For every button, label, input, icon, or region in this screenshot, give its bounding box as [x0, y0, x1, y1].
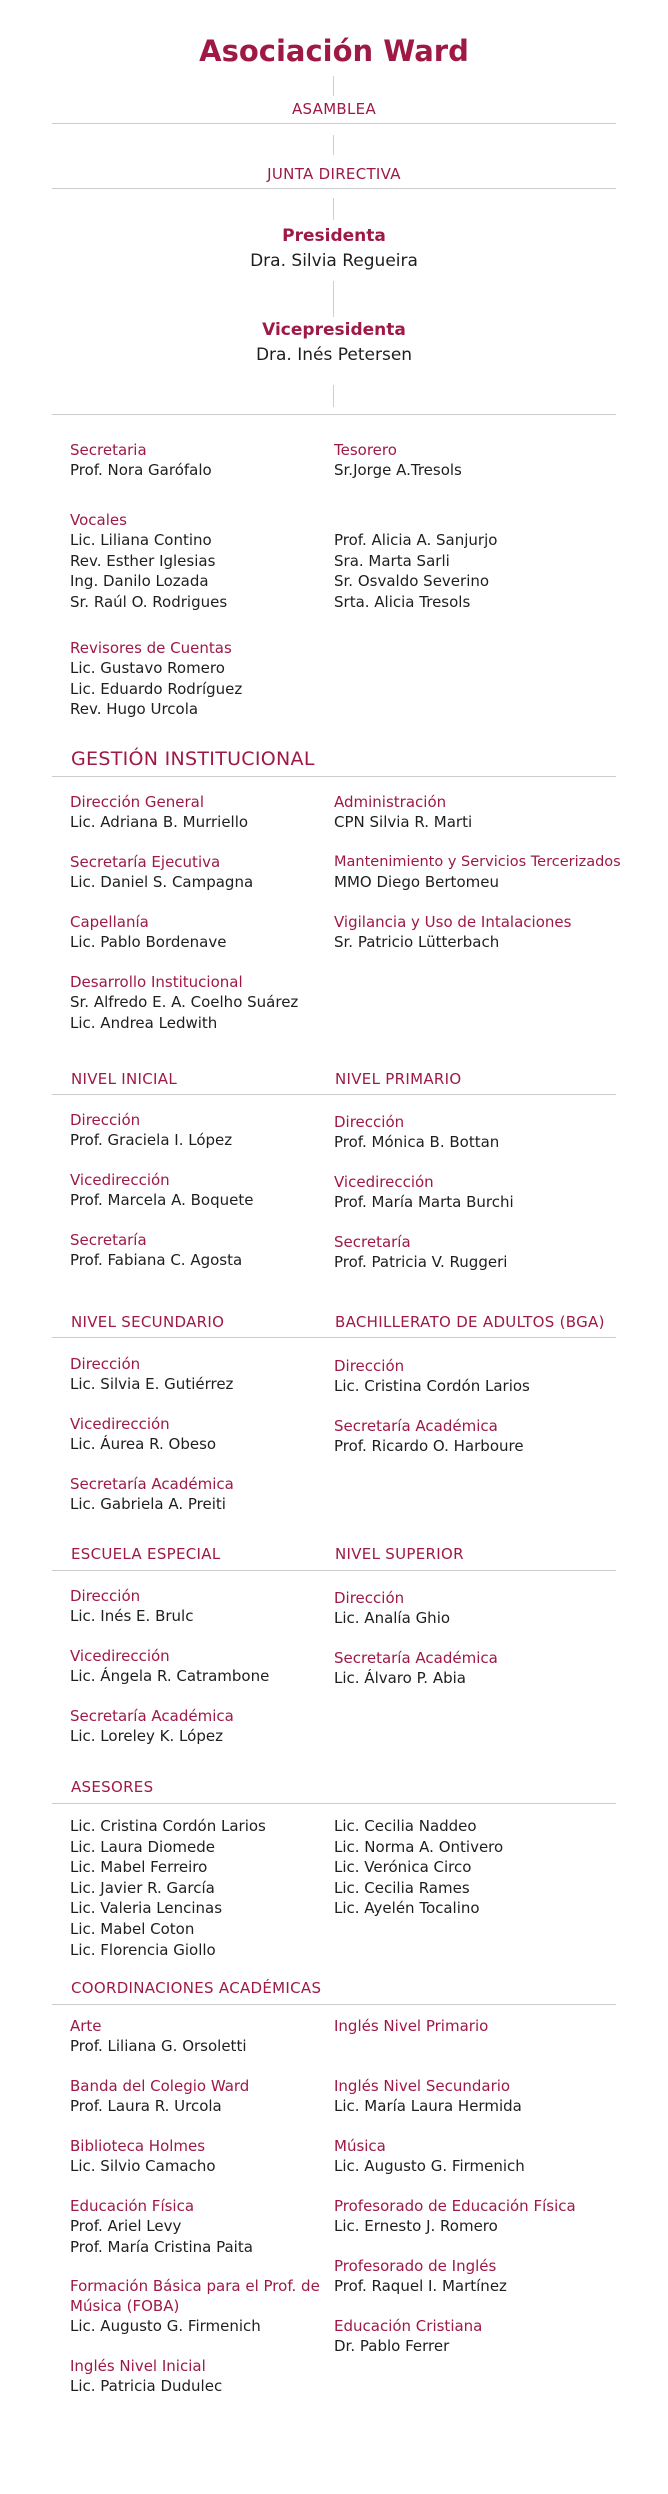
secundario-vice-block	[70, 1414, 370, 1455]
block-heading: Formación Básica para el Prof. de	[70, 2277, 320, 2295]
divider	[52, 123, 616, 124]
block-heading: Vigilancia y Uso de Intalaciones	[334, 913, 572, 931]
musica-block	[334, 2136, 634, 2177]
asesores-left-list	[70, 1816, 370, 1960]
primario-secretaria-block	[334, 1232, 634, 1273]
person-name: Prof. Raquel I. Martínez	[334, 2277, 507, 2295]
block-heading: Vicedirección	[70, 1171, 170, 1189]
divider	[52, 188, 616, 189]
especial-secretaria-block	[70, 1706, 370, 1747]
secretaria-block	[70, 440, 370, 481]
person-name: Prof. Liliana G. Orsoletti	[70, 2037, 247, 2055]
bga-title: BACHILLERATO DE ADULTOS (BGA)	[335, 1313, 605, 1331]
person-name: Lic. Cecilia Naddeo	[334, 1817, 477, 1835]
block-heading: Inglés Nivel Primario	[334, 2017, 489, 2035]
block-heading: Dirección General	[70, 793, 205, 811]
person-name: Lic. Silvia E. Gutiérrez	[70, 1375, 234, 1393]
block-heading: Dirección	[70, 1355, 141, 1373]
presidenta-name: Dra. Silvia Regueira	[250, 251, 418, 271]
divider	[52, 2004, 616, 2005]
ingles-secundario-block	[334, 2076, 634, 2117]
vigilancia-block	[334, 912, 634, 953]
person-name: Sr. Patricio Lütterbach	[334, 933, 500, 951]
person-name: Lic. Mabel Coton	[70, 1919, 195, 1938]
escuela-especial-title: ESCUELA ESPECIAL	[71, 1545, 221, 1563]
block-heading: Secretaría	[70, 1231, 147, 1249]
block-heading: Secretaría	[334, 1233, 411, 1251]
administracion-block	[334, 792, 634, 833]
divider	[52, 414, 616, 415]
person-name: Prof. Mónica B. Bottan	[334, 1133, 500, 1151]
person-name: Lic. Inés E. Brulc	[70, 1607, 194, 1625]
person-name: Lic. Patricia Dudulec	[70, 2377, 223, 2395]
person-name: Lic. Ayelén Tocalino	[334, 1899, 480, 1918]
person-name: Lic. Javier R. García	[70, 1878, 215, 1897]
asamblea-label: ASAMBLEA	[291, 100, 377, 118]
block-heading: Educación Física	[70, 2197, 195, 2215]
capellania-block	[70, 912, 370, 953]
nivel-inicial-title: NIVEL INICIAL	[71, 1070, 177, 1088]
person-name: Srta. Alicia Tresols	[334, 592, 471, 611]
person-name: Lic. Gabriela A. Preiti	[70, 1495, 226, 1513]
educacion-fisica-block	[70, 2196, 370, 2257]
block-heading: Banda del Colegio Ward	[70, 2077, 250, 2095]
block-heading: Vocales	[70, 511, 127, 529]
primario-vice-block	[334, 1172, 634, 1213]
bga-direccion-block	[334, 1356, 634, 1397]
person-name: Prof. Patricia V. Ruggeri	[334, 1253, 508, 1271]
person-name: Prof. Alicia A. Sanjurjo	[334, 531, 498, 549]
banda-block	[70, 2076, 370, 2117]
person-name: Lic. Liliana Contino	[70, 531, 212, 549]
mantenimiento-block	[334, 852, 624, 893]
person-name: Sr.Jorge A.Tresols	[334, 461, 462, 479]
person-name: Prof. Laura R. Urcola	[70, 2097, 222, 2115]
person-name: Lic. Norma A. Ontivero	[334, 1837, 504, 1856]
connector-line	[333, 198, 334, 220]
block-heading: Arte	[70, 2017, 102, 2035]
block-heading: Secretaría Académica	[334, 1649, 498, 1667]
divider	[52, 1337, 616, 1338]
person-name: CPN Silvia R. Marti	[334, 813, 473, 831]
block-heading: Tesorero	[334, 441, 397, 459]
person-name: Rev. Esther Iglesias	[70, 551, 216, 570]
person-name: Lic. Valeria Lencinas	[70, 1899, 223, 1918]
inicial-vice-block	[70, 1170, 370, 1211]
block-heading: Vicedirección	[70, 1415, 170, 1433]
person-name: MMO Diego Bertomeu	[334, 873, 499, 891]
person-name: Sr. Alfredo E. A. Coelho Suárez	[70, 993, 299, 1011]
person-name: Dr. Pablo Ferrer	[334, 2337, 450, 2355]
divider	[52, 1094, 616, 1095]
block-heading: Secretaría Académica	[70, 1707, 234, 1725]
person-name: Lic. María Laura Hermida	[334, 2097, 522, 2115]
person-name: Lic. Ángela R. Catrambone	[70, 1667, 270, 1685]
block-heading: Administración	[334, 793, 447, 811]
block-heading: Música (FOBA)	[70, 2297, 180, 2315]
asesores-right-list	[334, 1816, 634, 1919]
person-name: Lic. Cecilia Rames	[334, 1878, 470, 1897]
vicepresidenta-role: Vicepresidenta	[262, 320, 406, 340]
coordinaciones-title: COORDINACIONES ACADÉMICAS	[71, 1979, 322, 1997]
direccion-general-block	[70, 792, 370, 833]
vocales-right-block	[334, 530, 634, 612]
block-heading: Capellanía	[70, 913, 149, 931]
especial-vice-block	[70, 1646, 370, 1687]
person-name: Sr. Raúl O. Rodrigues	[70, 592, 228, 611]
junta-directiva-label: JUNTA DIRECTIVA	[267, 165, 401, 183]
desarrollo-block	[70, 972, 370, 1033]
person-name: Ing. Danilo Lozada	[70, 572, 209, 591]
person-name: Lic. Daniel S. Campagna	[70, 873, 254, 891]
person-name: Prof. Nora Garófalo	[70, 461, 212, 479]
divider	[52, 1570, 616, 1571]
prof-ingles-block	[334, 2256, 634, 2297]
divider	[52, 1803, 616, 1804]
block-heading: Inglés Nivel Inicial	[70, 2357, 206, 2375]
person-name: Prof. Ricardo O. Harboure	[334, 1437, 524, 1455]
person-name: Prof. Ariel Levy	[70, 2217, 182, 2235]
bga-secretaria-block	[334, 1416, 634, 1457]
block-heading: Vicedirección	[70, 1647, 170, 1665]
block-heading: Mantenimiento y Servicios Tercerizados	[334, 854, 621, 870]
superior-direccion-block	[334, 1588, 634, 1629]
secundario-secretaria-block	[70, 1474, 370, 1515]
foba-block	[70, 2276, 370, 2337]
person-name: Lic. Andrea Ledwith	[70, 1013, 218, 1032]
especial-direccion-block	[70, 1586, 370, 1627]
person-name: Lic. Cristina Cordón Larios	[334, 1377, 530, 1395]
person-name: Lic. Gustavo Romero	[70, 659, 225, 677]
connector-line	[333, 76, 334, 96]
secundario-direccion-block	[70, 1354, 370, 1395]
block-heading: Desarrollo Institucional	[70, 973, 243, 991]
block-heading: Vicedirección	[334, 1173, 434, 1191]
person-name: Prof. Marcela A. Boquete	[70, 1191, 254, 1209]
arte-block	[70, 2016, 370, 2057]
vicepresidenta-name: Dra. Inés Petersen	[255, 345, 413, 365]
person-name: Prof. Fabiana C. Agosta	[70, 1251, 243, 1269]
person-name: Prof. María Marta Burchi	[334, 1193, 514, 1211]
ingles-inicial-block	[70, 2356, 370, 2397]
person-name: Rev. Hugo Urcola	[70, 700, 199, 719]
presidenta-role: Presidenta	[282, 226, 386, 246]
block-heading: Dirección	[70, 1587, 141, 1605]
person-name: Lic. Verónica Circo	[334, 1858, 472, 1877]
person-name: Lic. Laura Diomede	[70, 1837, 215, 1856]
connector-line	[333, 135, 334, 155]
ingles-primario-block	[334, 2016, 634, 2036]
person-name: Lic. Augusto G. Firmenich	[70, 2317, 261, 2335]
block-heading: Dirección	[334, 1589, 405, 1607]
person-name: Lic. Analía Ghio	[334, 1609, 451, 1627]
divider	[52, 776, 616, 777]
person-name: Lic. Ernesto J. Romero	[334, 2217, 498, 2235]
block-heading: Secretaria	[70, 441, 147, 459]
person-name: Lic. Mabel Ferreiro	[70, 1858, 208, 1877]
person-name: Lic. Eduardo Rodríguez	[70, 679, 243, 698]
block-heading: Secretaría Ejecutiva	[70, 853, 221, 871]
block-heading: Dirección	[70, 1111, 141, 1129]
block-heading: Secretaría Académica	[70, 1475, 234, 1493]
block-heading: Secretaría Académica	[334, 1417, 498, 1435]
connector-line	[333, 385, 334, 407]
block-heading: Dirección	[334, 1357, 405, 1375]
person-name: Lic. Áurea R. Obeso	[70, 1435, 217, 1453]
person-name: Lic. Adriana B. Murriello	[70, 813, 249, 831]
person-name: Lic. Florencia Giollo	[70, 1940, 216, 1959]
nivel-primario-title: NIVEL PRIMARIO	[335, 1070, 462, 1088]
inicial-direccion-block	[70, 1110, 370, 1151]
gestion-section-title: GESTIÓN INSTITUCIONAL	[71, 748, 315, 770]
block-heading: Profesorado de Inglés	[334, 2257, 497, 2275]
educacion-cristiana-block	[334, 2316, 634, 2357]
block-heading: Inglés Nivel Secundario	[334, 2077, 511, 2095]
person-name: Lic. Pablo Bordenave	[70, 933, 227, 951]
primario-direccion-block	[334, 1112, 634, 1153]
tesorero-block	[334, 440, 634, 481]
superior-secretaria-block	[334, 1648, 634, 1689]
block-heading: Música	[334, 2137, 386, 2155]
person-name: Sr. Osvaldo Severino	[334, 572, 490, 591]
asesores-title: ASESORES	[71, 1778, 154, 1796]
nivel-secundario-title: NIVEL SECUNDARIO	[71, 1313, 225, 1331]
biblioteca-block	[70, 2136, 370, 2177]
person-name: Lic. Loreley K. López	[70, 1727, 223, 1745]
page-title: Asociación Ward	[199, 34, 469, 68]
person-name: Lic. Cristina Cordón Larios	[70, 1817, 266, 1835]
block-heading: Profesorado de Educación Física	[334, 2197, 576, 2215]
inicial-secretaria-block	[70, 1230, 370, 1271]
block-heading: Dirección	[334, 1113, 405, 1131]
person-name: Lic. Silvio Camacho	[70, 2157, 216, 2175]
vocales-block	[70, 510, 370, 612]
person-name: Prof. Graciela I. López	[70, 1131, 233, 1149]
secretaria-ejecutiva-block	[70, 852, 370, 893]
person-name: Sra. Marta Sarli	[334, 551, 450, 570]
block-heading: Revisores de Cuentas	[70, 639, 232, 657]
nivel-superior-title: NIVEL SUPERIOR	[335, 1545, 464, 1563]
block-heading: Educación Cristiana	[334, 2317, 483, 2335]
person-name: Lic. Augusto G. Firmenich	[334, 2157, 525, 2175]
prof-ed-fisica-block	[334, 2196, 634, 2237]
block-heading: Biblioteca Holmes	[70, 2137, 206, 2155]
revisores-block	[70, 638, 370, 720]
person-name: Lic. Álvaro P. Abia	[334, 1669, 466, 1687]
connector-line	[333, 281, 334, 317]
person-name: Prof. María Cristina Paita	[70, 2237, 253, 2256]
